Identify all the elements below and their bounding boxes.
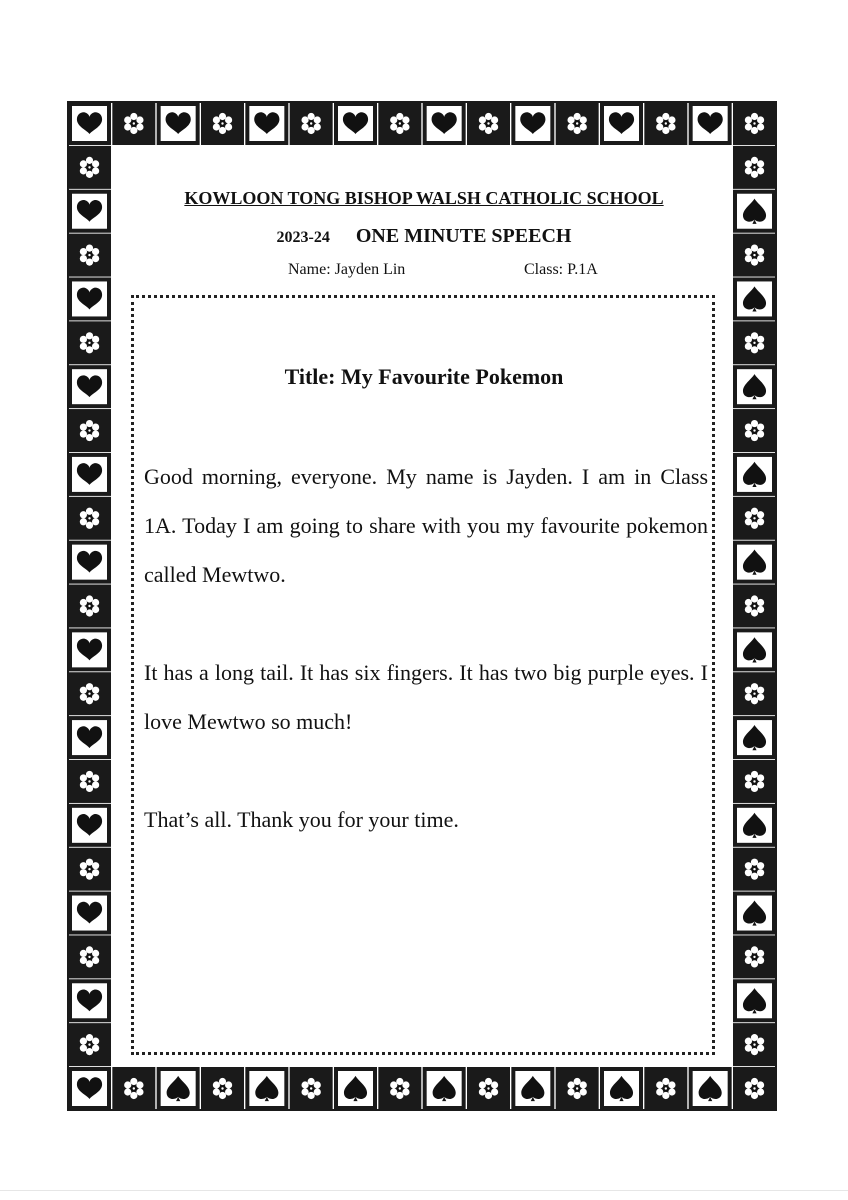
heart-icon bbox=[609, 112, 634, 134]
flower-tile bbox=[201, 1067, 244, 1110]
flower-icon bbox=[301, 113, 320, 134]
school-year: 2023-24 bbox=[276, 229, 330, 246]
spade-icon bbox=[521, 1076, 544, 1101]
flower-icon bbox=[745, 595, 764, 616]
spade-icon bbox=[167, 1076, 190, 1101]
spade-tile bbox=[733, 979, 776, 1022]
flower-icon bbox=[745, 1034, 764, 1055]
flower-tile bbox=[556, 102, 599, 145]
speech-paragraph-1: Good morning, everyone. My name is Jayden. I am in Class 1A. Today I am going to share with you my favourite pokemon called Mewtwo. bbox=[144, 464, 708, 587]
spade-tile bbox=[733, 892, 776, 935]
flower-tile bbox=[733, 146, 776, 189]
speech-paragraph-2: It has a long tail. It has six fingers. It has two big purple eyes. I love Mewtwo so much! bbox=[144, 660, 708, 734]
flower-icon bbox=[80, 508, 99, 529]
heart-icon bbox=[77, 639, 102, 661]
heart-tile bbox=[68, 716, 111, 759]
flower-icon bbox=[80, 946, 99, 967]
flower-tile bbox=[733, 672, 776, 715]
flower-tile bbox=[68, 760, 111, 803]
speech-paragraph-3: That’s all. Thank you for your time. bbox=[144, 807, 459, 832]
flower-icon bbox=[213, 113, 232, 134]
heart-icon bbox=[254, 112, 279, 134]
flower-tile bbox=[68, 146, 111, 189]
flower-icon bbox=[479, 1078, 498, 1099]
flower-tile bbox=[290, 1067, 333, 1110]
heart-tile bbox=[68, 102, 111, 145]
school-name: KOWLOON TONG BISHOP WALSH CATHOLIC SCHOOL bbox=[184, 188, 664, 208]
flower-icon bbox=[80, 420, 99, 441]
flower-icon bbox=[745, 113, 764, 134]
flower-icon bbox=[80, 332, 99, 353]
flower-icon bbox=[656, 1078, 675, 1099]
heart-tile bbox=[68, 541, 111, 584]
flower-tile bbox=[112, 102, 155, 145]
student-class: Class: P.1A bbox=[524, 261, 598, 278]
spade-icon bbox=[743, 286, 766, 311]
spade-tile bbox=[733, 541, 776, 584]
spade-tile bbox=[157, 1067, 200, 1110]
flower-tile bbox=[68, 848, 111, 891]
heart-icon bbox=[77, 989, 102, 1011]
flower-icon bbox=[745, 508, 764, 529]
heart-tile bbox=[68, 453, 111, 496]
flower-icon bbox=[745, 771, 764, 792]
heart-icon bbox=[698, 112, 723, 134]
spade-icon bbox=[255, 1076, 278, 1101]
heart-icon bbox=[432, 112, 457, 134]
speech-type: ONE MINUTE SPEECH bbox=[355, 225, 572, 247]
flower-tile bbox=[68, 1023, 111, 1066]
flower-icon bbox=[80, 595, 99, 616]
flower-icon bbox=[479, 113, 498, 134]
flower-tile bbox=[733, 848, 776, 891]
flower-tile bbox=[201, 102, 244, 145]
heart-icon bbox=[77, 814, 102, 836]
flower-tile bbox=[733, 935, 776, 978]
flower-icon bbox=[745, 946, 764, 967]
spade-tile bbox=[689, 1067, 732, 1110]
spade-icon bbox=[743, 637, 766, 662]
flower-tile bbox=[733, 321, 776, 364]
heart-tile bbox=[423, 102, 466, 145]
flower-tile bbox=[467, 102, 510, 145]
flower-icon bbox=[390, 1078, 409, 1099]
heart-tile bbox=[68, 1067, 111, 1110]
flower-tile bbox=[733, 760, 776, 803]
flower-tile bbox=[112, 1067, 155, 1110]
spade-tile bbox=[511, 1067, 554, 1110]
flower-icon bbox=[124, 113, 143, 134]
flower-tile bbox=[733, 102, 776, 145]
speech-title: Title: My Favourite Pokemon bbox=[284, 364, 564, 389]
flower-icon bbox=[745, 859, 764, 880]
flower-tile bbox=[733, 409, 776, 452]
spade-tile bbox=[245, 1067, 288, 1110]
spade-tile bbox=[334, 1067, 377, 1110]
spade-icon bbox=[344, 1076, 367, 1101]
spade-tile bbox=[733, 804, 776, 847]
flower-icon bbox=[656, 113, 675, 134]
spade-icon bbox=[699, 1076, 722, 1101]
flower-tile bbox=[733, 1023, 776, 1066]
flower-tile bbox=[733, 1067, 776, 1110]
flower-icon bbox=[301, 1078, 320, 1099]
flower-icon bbox=[745, 332, 764, 353]
flower-tile bbox=[644, 102, 687, 145]
heart-icon bbox=[77, 902, 102, 924]
flower-icon bbox=[80, 683, 99, 704]
flower-icon bbox=[745, 1078, 764, 1099]
heart-icon bbox=[77, 1077, 102, 1099]
spade-tile bbox=[733, 628, 776, 671]
heart-tile bbox=[68, 979, 111, 1022]
spade-tile bbox=[733, 453, 776, 496]
heart-icon bbox=[343, 112, 368, 134]
flower-tile bbox=[68, 409, 111, 452]
flower-icon bbox=[745, 157, 764, 178]
flower-icon bbox=[80, 859, 99, 880]
spade-icon bbox=[610, 1076, 633, 1101]
heart-tile bbox=[68, 804, 111, 847]
heart-tile bbox=[68, 892, 111, 935]
flower-tile bbox=[68, 672, 111, 715]
flower-icon bbox=[745, 683, 764, 704]
flower-tile bbox=[556, 1067, 599, 1110]
flower-tile bbox=[68, 497, 111, 540]
flower-tile bbox=[68, 935, 111, 978]
spade-icon bbox=[743, 900, 766, 925]
flower-icon bbox=[567, 1078, 586, 1099]
heart-tile bbox=[511, 102, 554, 145]
heart-icon bbox=[77, 112, 102, 134]
heart-icon bbox=[77, 551, 102, 573]
page-edge-line bbox=[0, 1190, 848, 1191]
heart-icon bbox=[77, 726, 102, 748]
spade-icon bbox=[743, 462, 766, 487]
heart-tile bbox=[600, 102, 643, 145]
student-name: Name: Jayden Lin bbox=[288, 261, 406, 278]
flower-tile bbox=[644, 1067, 687, 1110]
flower-tile bbox=[378, 1067, 421, 1110]
flower-icon bbox=[80, 771, 99, 792]
spade-icon bbox=[743, 988, 766, 1013]
flower-icon bbox=[567, 113, 586, 134]
spade-icon bbox=[743, 813, 766, 838]
flower-icon bbox=[745, 420, 764, 441]
flower-tile bbox=[68, 321, 111, 364]
flower-tile bbox=[733, 585, 776, 628]
heart-icon bbox=[77, 463, 102, 485]
heart-tile bbox=[334, 102, 377, 145]
spade-icon bbox=[743, 725, 766, 750]
flower-icon bbox=[390, 113, 409, 134]
heart-tile bbox=[157, 102, 200, 145]
flower-icon bbox=[124, 1078, 143, 1099]
flower-tile bbox=[733, 497, 776, 540]
heart-tile bbox=[68, 277, 111, 320]
flower-tile bbox=[290, 102, 333, 145]
spade-tile bbox=[733, 277, 776, 320]
heart-tile bbox=[689, 102, 732, 145]
spade-icon bbox=[433, 1076, 456, 1101]
heart-icon bbox=[166, 112, 191, 134]
flower-tile bbox=[467, 1067, 510, 1110]
heart-tile bbox=[68, 628, 111, 671]
heart-icon bbox=[77, 288, 102, 310]
flower-tile bbox=[378, 102, 421, 145]
heart-icon bbox=[520, 112, 545, 134]
flower-tile bbox=[68, 585, 111, 628]
flower-icon bbox=[213, 1078, 232, 1099]
spade-tile bbox=[600, 1067, 643, 1110]
spade-tile bbox=[423, 1067, 466, 1110]
spade-icon bbox=[743, 550, 766, 575]
flower-icon bbox=[80, 1034, 99, 1055]
speech-type-line bbox=[0, 225, 848, 248]
flower-icon bbox=[80, 157, 99, 178]
spade-tile bbox=[733, 716, 776, 759]
heart-tile bbox=[245, 102, 288, 145]
